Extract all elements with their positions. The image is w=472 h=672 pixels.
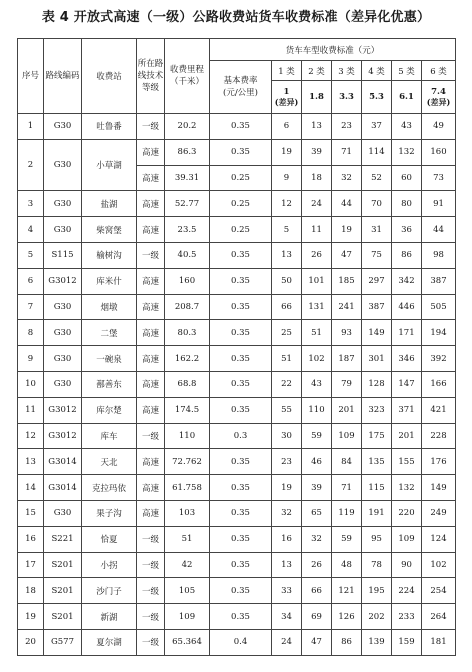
row-mileage: 51 — [165, 526, 210, 552]
row-class-5-toll: 342 — [392, 268, 422, 294]
row-base-rate: 0.35 — [210, 371, 272, 397]
row-class-6-toll: 387 — [422, 268, 456, 294]
row-class-6-toll: 392 — [422, 346, 456, 372]
row-class-1-toll: 23 — [272, 449, 302, 475]
row-seq: 3 — [18, 191, 44, 217]
row-station: 恰夏 — [82, 526, 137, 552]
row-route-code: G30 — [44, 294, 82, 320]
row-seq: 1 — [18, 114, 44, 140]
rate-class-6-note: (差异) — [426, 96, 451, 107]
row-class-6-toll: 98 — [422, 242, 456, 268]
row-class-2-toll: 32 — [302, 526, 332, 552]
row-mileage: 208.7 — [165, 294, 210, 320]
row-mileage: 160 — [165, 268, 210, 294]
row-class-3-toll: 109 — [332, 423, 362, 449]
row-base-rate: 0.3 — [210, 423, 272, 449]
row-route-code: G30 — [44, 191, 82, 217]
row-class-1-toll: 55 — [272, 397, 302, 423]
row-station: 吐鲁番 — [82, 114, 137, 140]
row-seq: 5 — [18, 242, 44, 268]
row-seq: 14 — [18, 475, 44, 501]
header-station: 收费站 — [82, 39, 137, 114]
row-class-4-toll: 128 — [362, 371, 392, 397]
row-mileage: 40.5 — [165, 242, 210, 268]
row-base-rate: 0.35 — [210, 294, 272, 320]
row-station: 小草湖 — [82, 139, 137, 191]
row-mileage: 103 — [165, 500, 210, 526]
row-seq: 18 — [18, 578, 44, 604]
row-route-code: G30 — [44, 371, 82, 397]
row-seq: 20 — [18, 629, 44, 655]
row-class-1-toll: 33 — [272, 578, 302, 604]
row-class-6-toll: 181 — [422, 629, 456, 655]
row-grade: 一级 — [137, 629, 165, 655]
table-row — [18, 526, 456, 552]
row-class-2-toll: 59 — [302, 423, 332, 449]
row-class-5-toll: 371 — [392, 397, 422, 423]
header-group: 货车车型收费标准（元） — [210, 39, 456, 61]
row-grade: 高速 — [137, 294, 165, 320]
row-class-2-toll: 24 — [302, 191, 332, 217]
header-base-rate — [210, 61, 272, 114]
rate-class-3: 3.3 — [332, 81, 362, 114]
row-class-4-toll: 52 — [362, 165, 392, 191]
row-class-1-toll: 5 — [272, 217, 302, 243]
row-class-3-toll: 48 — [332, 552, 362, 578]
row-class-6-toll: 149 — [422, 475, 456, 501]
row-grade: 高速 — [137, 191, 165, 217]
row-base-rate: 0.25 — [210, 165, 272, 191]
row-route-code: G30 — [44, 114, 82, 140]
row-class-1-toll: 66 — [272, 294, 302, 320]
table-row — [18, 320, 456, 346]
row-seq: 11 — [18, 397, 44, 423]
table-row — [18, 191, 456, 217]
header-class-6: 6 类 — [422, 61, 456, 81]
row-class-5-toll: 132 — [392, 139, 422, 165]
row-station: 新湖 — [82, 604, 137, 630]
row-class-6-toll: 505 — [422, 294, 456, 320]
row-class-2-toll: 65 — [302, 500, 332, 526]
table-row — [18, 423, 456, 449]
table-row — [18, 475, 456, 501]
row-class-3-toll: 44 — [332, 191, 362, 217]
row-base-rate: 0.35 — [210, 242, 272, 268]
row-class-4-toll: 114 — [362, 139, 392, 165]
row-class-4-toll: 78 — [362, 552, 392, 578]
row-class-1-toll: 12 — [272, 191, 302, 217]
row-seq: 17 — [18, 552, 44, 578]
row-class-6-toll: 194 — [422, 320, 456, 346]
row-grade: 高速 — [137, 165, 165, 191]
row-class-3-toll: 32 — [332, 165, 362, 191]
row-class-6-toll: 49 — [422, 114, 456, 140]
row-seq: 9 — [18, 346, 44, 372]
row-grade: 高速 — [137, 217, 165, 243]
row-class-4-toll: 149 — [362, 320, 392, 346]
row-class-4-toll: 95 — [362, 526, 392, 552]
row-class-3-toll: 187 — [332, 346, 362, 372]
row-class-5-toll: 36 — [392, 217, 422, 243]
row-mileage: 20.2 — [165, 114, 210, 140]
row-grade: 高速 — [137, 320, 165, 346]
row-route-code: G30 — [44, 346, 82, 372]
row-base-rate: 0.35 — [210, 139, 272, 165]
row-class-2-toll: 47 — [302, 629, 332, 655]
row-class-6-toll: 166 — [422, 371, 456, 397]
row-class-4-toll: 202 — [362, 604, 392, 630]
row-class-1-toll: 13 — [272, 242, 302, 268]
row-class-2-toll: 39 — [302, 475, 332, 501]
row-class-3-toll: 185 — [332, 268, 362, 294]
row-base-rate: 0.35 — [210, 552, 272, 578]
row-class-3-toll: 121 — [332, 578, 362, 604]
row-station: 库车 — [82, 423, 137, 449]
row-base-rate: 0.35 — [210, 320, 272, 346]
row-route-code: G30 — [44, 217, 82, 243]
row-class-2-toll: 131 — [302, 294, 332, 320]
row-class-2-toll: 11 — [302, 217, 332, 243]
table-row — [18, 114, 456, 140]
row-class-4-toll: 31 — [362, 217, 392, 243]
table-row — [18, 500, 456, 526]
rate-class-5: 6.1 — [392, 81, 422, 114]
row-class-2-toll: 110 — [302, 397, 332, 423]
row-mileage: 105 — [165, 578, 210, 604]
row-class-5-toll: 171 — [392, 320, 422, 346]
row-grade: 一级 — [137, 114, 165, 140]
row-class-6-toll: 160 — [422, 139, 456, 165]
row-class-4-toll: 195 — [362, 578, 392, 604]
row-class-2-toll: 101 — [302, 268, 332, 294]
row-class-2-toll: 102 — [302, 346, 332, 372]
rate-class-6 — [422, 81, 456, 114]
row-base-rate: 0.35 — [210, 397, 272, 423]
row-class-1-toll: 19 — [272, 139, 302, 165]
row-route-code: G3012 — [44, 397, 82, 423]
rate-class-1-value: 1 — [283, 86, 290, 97]
row-base-rate: 0.35 — [210, 500, 272, 526]
row-mileage: 110 — [165, 423, 210, 449]
row-mileage: 23.5 — [165, 217, 210, 243]
row-mileage: 68.8 — [165, 371, 210, 397]
row-class-3-toll: 79 — [332, 371, 362, 397]
row-seq: 7 — [18, 294, 44, 320]
table-row — [18, 604, 456, 630]
rate-class-6-value: 7.4 — [431, 86, 446, 97]
table-row — [18, 268, 456, 294]
row-base-rate: 0.35 — [210, 449, 272, 475]
table-row — [18, 294, 456, 320]
row-class-4-toll: 139 — [362, 629, 392, 655]
row-base-rate: 0.35 — [210, 578, 272, 604]
row-class-6-toll: 176 — [422, 449, 456, 475]
row-mileage: 109 — [165, 604, 210, 630]
row-class-3-toll: 59 — [332, 526, 362, 552]
row-mileage: 162.2 — [165, 346, 210, 372]
row-class-2-toll: 43 — [302, 371, 332, 397]
row-class-4-toll: 75 — [362, 242, 392, 268]
table-row — [18, 397, 456, 423]
row-class-4-toll: 175 — [362, 423, 392, 449]
row-seq: 12 — [18, 423, 44, 449]
row-class-3-toll: 119 — [332, 500, 362, 526]
row-class-2-toll: 69 — [302, 604, 332, 630]
rate-class-1-note: (差异) — [274, 96, 299, 107]
row-class-3-toll: 23 — [332, 114, 362, 140]
row-class-5-toll: 60 — [392, 165, 422, 191]
row-mileage: 61.758 — [165, 475, 210, 501]
table-row — [18, 217, 456, 243]
row-seq: 15 — [18, 500, 44, 526]
row-class-1-toll: 24 — [272, 629, 302, 655]
rate-class-2: 1.8 — [302, 81, 332, 114]
row-base-rate: 0.35 — [210, 268, 272, 294]
rate-class-1 — [272, 81, 302, 114]
row-class-5-toll: 220 — [392, 500, 422, 526]
table-caption: 表 4 开放式高速（一级）公路收费站货车收费标准（差异化优惠） — [41, 10, 431, 25]
base-rate-unit: (元/公里) — [223, 88, 258, 98]
row-class-2-toll: 13 — [302, 114, 332, 140]
row-class-6-toll: 228 — [422, 423, 456, 449]
table-row — [18, 371, 456, 397]
row-mileage: 42 — [165, 552, 210, 578]
row-class-5-toll: 80 — [392, 191, 422, 217]
row-class-1-toll: 22 — [272, 371, 302, 397]
row-grade: 高速 — [137, 346, 165, 372]
table-row — [18, 552, 456, 578]
row-class-6-toll: 44 — [422, 217, 456, 243]
row-class-1-toll: 51 — [272, 346, 302, 372]
row-class-6-toll: 249 — [422, 500, 456, 526]
row-mileage: 52.77 — [165, 191, 210, 217]
row-class-4-toll: 301 — [362, 346, 392, 372]
toll-table — [17, 38, 456, 656]
row-class-3-toll: 47 — [332, 242, 362, 268]
row-grade: 高速 — [137, 449, 165, 475]
row-class-2-toll: 66 — [302, 578, 332, 604]
table-row — [18, 139, 456, 165]
row-class-4-toll: 297 — [362, 268, 392, 294]
header-seq: 序号 — [18, 39, 44, 114]
row-class-2-toll: 39 — [302, 139, 332, 165]
table-row — [18, 242, 456, 268]
row-class-3-toll: 241 — [332, 294, 362, 320]
table-row — [18, 629, 456, 655]
row-grade: 一级 — [137, 526, 165, 552]
row-class-2-toll: 46 — [302, 449, 332, 475]
row-class-2-toll: 26 — [302, 552, 332, 578]
row-seq: 4 — [18, 217, 44, 243]
row-class-5-toll: 90 — [392, 552, 422, 578]
header-class-5: 5 类 — [392, 61, 422, 81]
header-class-4: 4 类 — [362, 61, 392, 81]
row-class-2-toll: 51 — [302, 320, 332, 346]
row-station: 烟墩 — [82, 294, 137, 320]
row-route-code: G3014 — [44, 475, 82, 501]
row-class-4-toll: 115 — [362, 475, 392, 501]
row-class-6-toll: 91 — [422, 191, 456, 217]
row-route-code: G3012 — [44, 423, 82, 449]
row-station: 天北 — [82, 449, 137, 475]
table-row — [18, 449, 456, 475]
row-class-3-toll: 71 — [332, 475, 362, 501]
row-class-1-toll: 19 — [272, 475, 302, 501]
row-grade: 一级 — [137, 242, 165, 268]
row-class-1-toll: 13 — [272, 552, 302, 578]
base-rate-label: 基本费率 — [223, 76, 258, 86]
row-class-5-toll: 155 — [392, 449, 422, 475]
row-class-5-toll: 224 — [392, 578, 422, 604]
row-station: 鄯善东 — [82, 371, 137, 397]
row-route-code: G30 — [44, 320, 82, 346]
row-grade: 高速 — [137, 268, 165, 294]
header-class-2: 2 类 — [302, 61, 332, 81]
row-class-5-toll: 43 — [392, 114, 422, 140]
row-grade: 高速 — [137, 500, 165, 526]
row-station: 果子沟 — [82, 500, 137, 526]
header-mileage: 收费里程（千米） — [165, 39, 210, 114]
row-mileage: 72.762 — [165, 449, 210, 475]
row-class-5-toll: 201 — [392, 423, 422, 449]
row-class-5-toll: 147 — [392, 371, 422, 397]
row-base-rate: 0.4 — [210, 629, 272, 655]
row-class-6-toll: 73 — [422, 165, 456, 191]
row-station: 榆树沟 — [82, 242, 137, 268]
row-route-code: S115 — [44, 242, 82, 268]
row-class-6-toll: 421 — [422, 397, 456, 423]
row-class-6-toll: 264 — [422, 604, 456, 630]
row-class-4-toll: 323 — [362, 397, 392, 423]
row-class-1-toll: 9 — [272, 165, 302, 191]
row-class-2-toll: 26 — [302, 242, 332, 268]
row-mileage: 174.5 — [165, 397, 210, 423]
row-seq: 10 — [18, 371, 44, 397]
row-station: 夏尔湖 — [82, 629, 137, 655]
row-grade: 高速 — [137, 475, 165, 501]
row-class-3-toll: 84 — [332, 449, 362, 475]
row-class-3-toll: 93 — [332, 320, 362, 346]
row-mileage: 65.364 — [165, 629, 210, 655]
row-class-4-toll: 70 — [362, 191, 392, 217]
row-station: 盐湖 — [82, 191, 137, 217]
header-class-3: 3 类 — [332, 61, 362, 81]
row-route-code: G3012 — [44, 268, 82, 294]
row-route-code: G577 — [44, 629, 82, 655]
row-class-5-toll: 132 — [392, 475, 422, 501]
rate-class-4: 5.3 — [362, 81, 392, 114]
row-station: 小拐 — [82, 552, 137, 578]
row-route-code: S201 — [44, 552, 82, 578]
row-class-5-toll: 109 — [392, 526, 422, 552]
row-station: 库米什 — [82, 268, 137, 294]
row-route-code: G3014 — [44, 449, 82, 475]
header-class-1: 1 类 — [272, 61, 302, 81]
row-base-rate: 0.35 — [210, 604, 272, 630]
row-base-rate: 0.35 — [210, 526, 272, 552]
row-grade: 一级 — [137, 552, 165, 578]
row-class-1-toll: 16 — [272, 526, 302, 552]
row-class-6-toll: 124 — [422, 526, 456, 552]
row-station: 克拉玛依 — [82, 475, 137, 501]
table-body — [18, 114, 456, 656]
row-mileage: 39.31 — [165, 165, 210, 191]
row-class-5-toll: 346 — [392, 346, 422, 372]
row-base-rate: 0.35 — [210, 114, 272, 140]
row-class-3-toll: 19 — [332, 217, 362, 243]
row-class-3-toll: 201 — [332, 397, 362, 423]
row-class-1-toll: 34 — [272, 604, 302, 630]
row-base-rate: 0.25 — [210, 191, 272, 217]
row-station: 一碗泉 — [82, 346, 137, 372]
row-class-1-toll: 6 — [272, 114, 302, 140]
row-base-rate: 0.25 — [210, 217, 272, 243]
header-route: 路线编码 — [44, 39, 82, 114]
row-seq: 16 — [18, 526, 44, 552]
row-mileage: 86.3 — [165, 139, 210, 165]
row-grade: 高速 — [137, 397, 165, 423]
row-class-4-toll: 135 — [362, 449, 392, 475]
row-station: 库尔楚 — [82, 397, 137, 423]
row-route-code: G30 — [44, 500, 82, 526]
row-route-code: S221 — [44, 526, 82, 552]
row-seq: 19 — [18, 604, 44, 630]
row-class-1-toll: 25 — [272, 320, 302, 346]
table-row — [18, 578, 456, 604]
row-base-rate: 0.35 — [210, 475, 272, 501]
row-seq: 13 — [18, 449, 44, 475]
row-class-4-toll: 37 — [362, 114, 392, 140]
row-class-1-toll: 30 — [272, 423, 302, 449]
header-grade: 所在路线技术等级 — [137, 39, 165, 114]
row-grade: 高速 — [137, 139, 165, 165]
row-mileage: 80.3 — [165, 320, 210, 346]
row-station: 沙门子 — [82, 578, 137, 604]
table-row — [18, 346, 456, 372]
row-seq: 2 — [18, 139, 44, 191]
row-class-5-toll: 446 — [392, 294, 422, 320]
row-class-4-toll: 387 — [362, 294, 392, 320]
row-class-5-toll: 86 — [392, 242, 422, 268]
row-grade: 一级 — [137, 578, 165, 604]
row-class-1-toll: 50 — [272, 268, 302, 294]
row-station: 柴窝堡 — [82, 217, 137, 243]
row-seq: 6 — [18, 268, 44, 294]
row-grade: 高速 — [137, 371, 165, 397]
row-base-rate: 0.35 — [210, 346, 272, 372]
row-class-3-toll: 86 — [332, 629, 362, 655]
row-class-5-toll: 233 — [392, 604, 422, 630]
row-class-6-toll: 102 — [422, 552, 456, 578]
row-class-6-toll: 254 — [422, 578, 456, 604]
row-route-code: G30 — [44, 139, 82, 191]
row-class-5-toll: 159 — [392, 629, 422, 655]
row-route-code: S201 — [44, 604, 82, 630]
row-station: 二堡 — [82, 320, 137, 346]
row-grade: 一级 — [137, 423, 165, 449]
row-class-4-toll: 191 — [362, 500, 392, 526]
row-class-3-toll: 71 — [332, 139, 362, 165]
row-route-code: S201 — [44, 578, 82, 604]
row-class-1-toll: 32 — [272, 500, 302, 526]
row-class-2-toll: 18 — [302, 165, 332, 191]
row-seq: 8 — [18, 320, 44, 346]
row-class-3-toll: 126 — [332, 604, 362, 630]
row-grade: 一级 — [137, 604, 165, 630]
